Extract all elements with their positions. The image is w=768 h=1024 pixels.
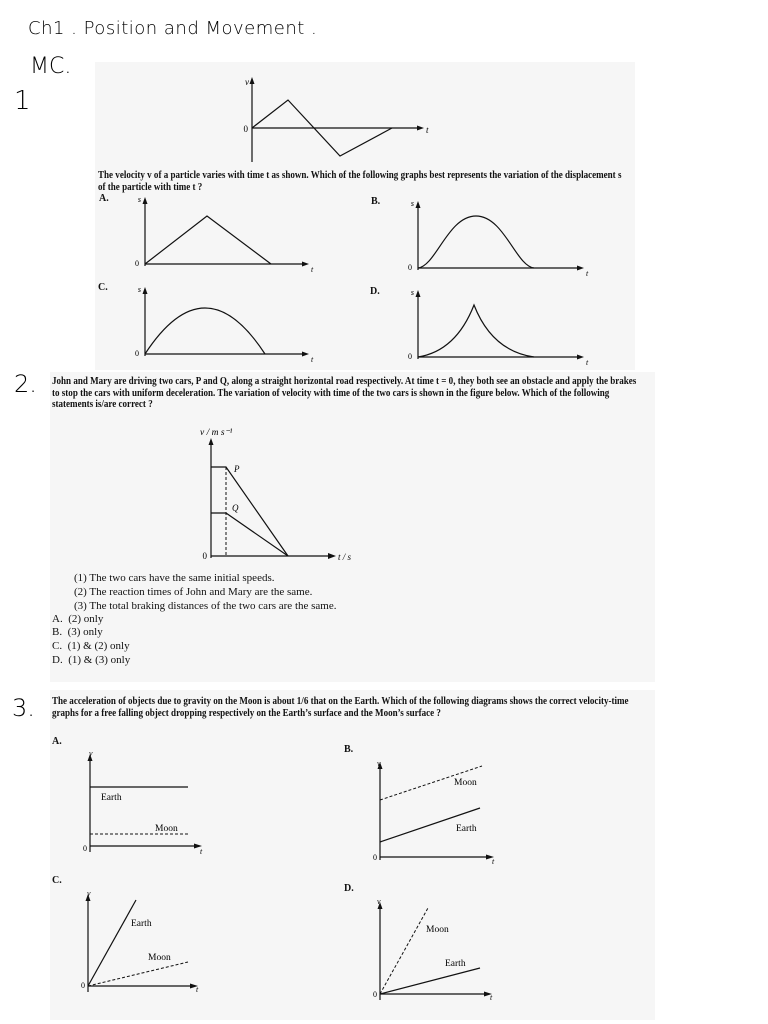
q2-velocity-graph bbox=[190, 422, 370, 567]
svg-text:t: t bbox=[200, 847, 203, 856]
q2-label-p: P bbox=[234, 464, 240, 474]
q3-option-d[interactable]: D. bbox=[344, 883, 354, 894]
svg-text:Earth: Earth bbox=[445, 959, 466, 969]
q1-graph-b[interactable] bbox=[398, 196, 598, 276]
svg-text:t: t bbox=[311, 355, 314, 362]
svg-text:t: t bbox=[586, 269, 589, 276]
q3-option-c[interactable]: C. bbox=[52, 875, 62, 886]
question-number-3: 3. bbox=[12, 694, 35, 722]
svg-text:0: 0 bbox=[373, 853, 377, 862]
page-title: Ch1 . Position and Movement . bbox=[28, 18, 318, 39]
q1-graph-a[interactable] bbox=[125, 192, 325, 272]
svg-text:0: 0 bbox=[81, 981, 85, 990]
q1-velocity-graph bbox=[230, 74, 440, 166]
q2-x-axis-label: t / s bbox=[338, 552, 352, 562]
question-number-1: 1 bbox=[14, 86, 31, 116]
section-label: MC. bbox=[30, 54, 72, 79]
q3-graph-b[interactable] bbox=[370, 756, 510, 864]
q2-statement-1: (1) The two cars have the same initial speeds. bbox=[74, 572, 275, 584]
svg-text:0: 0 bbox=[373, 990, 377, 999]
svg-text:Earth: Earth bbox=[101, 793, 122, 803]
svg-text:v: v bbox=[89, 749, 93, 758]
svg-text:s: s bbox=[137, 195, 141, 204]
svg-text:v: v bbox=[87, 889, 91, 898]
svg-text:t: t bbox=[490, 993, 493, 1002]
q3-option-b[interactable]: B. bbox=[344, 744, 354, 755]
question-1-text: The velocity v of a particle varies with time t as shown. Which of the following graphs best represents the variation of the displacement s of the particle with time t ? bbox=[98, 170, 622, 193]
question-2-text: John and Mary are driving two cars, P and Q, along a straight horizontal road respectively. At time t = 0, they both see an obstacle and apply the brakes to stop the cars with uniform deceleration. The variation of velocity with time of the two cars is shown in the figure below. Which of the following statements is/are correct ? bbox=[52, 376, 637, 410]
svg-text:Earth: Earth bbox=[456, 824, 477, 834]
svg-text:Moon: Moon bbox=[454, 778, 477, 788]
svg-text:0: 0 bbox=[202, 551, 207, 561]
svg-text:0: 0 bbox=[408, 263, 412, 272]
q3-graph-c[interactable] bbox=[78, 888, 218, 996]
q3-option-a[interactable]: A. bbox=[52, 736, 62, 747]
question-number-2: 2. bbox=[14, 370, 37, 398]
svg-text:s: s bbox=[137, 285, 141, 294]
q1-t-axis-label: t bbox=[426, 125, 429, 135]
q3-graph-a[interactable] bbox=[78, 748, 218, 856]
question-3-text: The acceleration of objects due to gravity on the Moon is about 1/6 that on the Earth. Which of the following diagrams shows the correct velocity-time graphs for a free falling object dropping respectively on the Earth’s surface and the Moon’s surface ? bbox=[52, 696, 629, 719]
svg-text:v: v bbox=[377, 897, 381, 906]
q1-v-axis-label: v bbox=[245, 77, 249, 87]
q2-option-b[interactable]: B. (3) only bbox=[52, 626, 103, 638]
svg-text:Moon: Moon bbox=[426, 925, 449, 935]
svg-text:0: 0 bbox=[83, 844, 87, 853]
svg-text:Earth: Earth bbox=[131, 919, 152, 929]
q1-option-b[interactable]: B. bbox=[371, 196, 381, 207]
svg-text:t: t bbox=[492, 857, 495, 864]
svg-text:s: s bbox=[410, 199, 414, 208]
q1-option-a[interactable]: A. bbox=[99, 193, 109, 204]
svg-text:0: 0 bbox=[135, 349, 139, 358]
q1-graph-c[interactable] bbox=[125, 282, 325, 362]
svg-text:v: v bbox=[377, 759, 381, 768]
svg-text:t: t bbox=[196, 985, 199, 994]
q3-graph-d[interactable] bbox=[370, 896, 510, 1004]
svg-text:Moon: Moon bbox=[148, 953, 171, 963]
q1-option-c[interactable]: C. bbox=[98, 282, 108, 293]
q2-option-a[interactable]: A. (2) only bbox=[52, 613, 104, 625]
svg-text:Moon: Moon bbox=[155, 824, 178, 834]
q2-option-d[interactable]: D. (1) & (3) only bbox=[52, 654, 131, 666]
q1-graph-d[interactable] bbox=[398, 285, 598, 365]
svg-text:t: t bbox=[311, 265, 314, 272]
q2-statement-3: (3) The total braking distances of the two cars are the same. bbox=[74, 600, 337, 612]
q1-origin-label: 0 bbox=[243, 124, 248, 134]
svg-text:s: s bbox=[410, 288, 414, 297]
q2-label-q: Q bbox=[232, 503, 239, 513]
svg-text:t: t bbox=[586, 358, 589, 365]
svg-text:0: 0 bbox=[135, 259, 139, 268]
q1-option-d[interactable]: D. bbox=[370, 286, 380, 297]
q2-y-axis-label: v / m s⁻¹ bbox=[200, 428, 233, 438]
q2-option-c[interactable]: C. (1) & (2) only bbox=[52, 640, 130, 652]
q2-statement-2: (2) The reaction times of John and Mary are the same. bbox=[74, 586, 313, 598]
svg-text:0: 0 bbox=[408, 352, 412, 361]
